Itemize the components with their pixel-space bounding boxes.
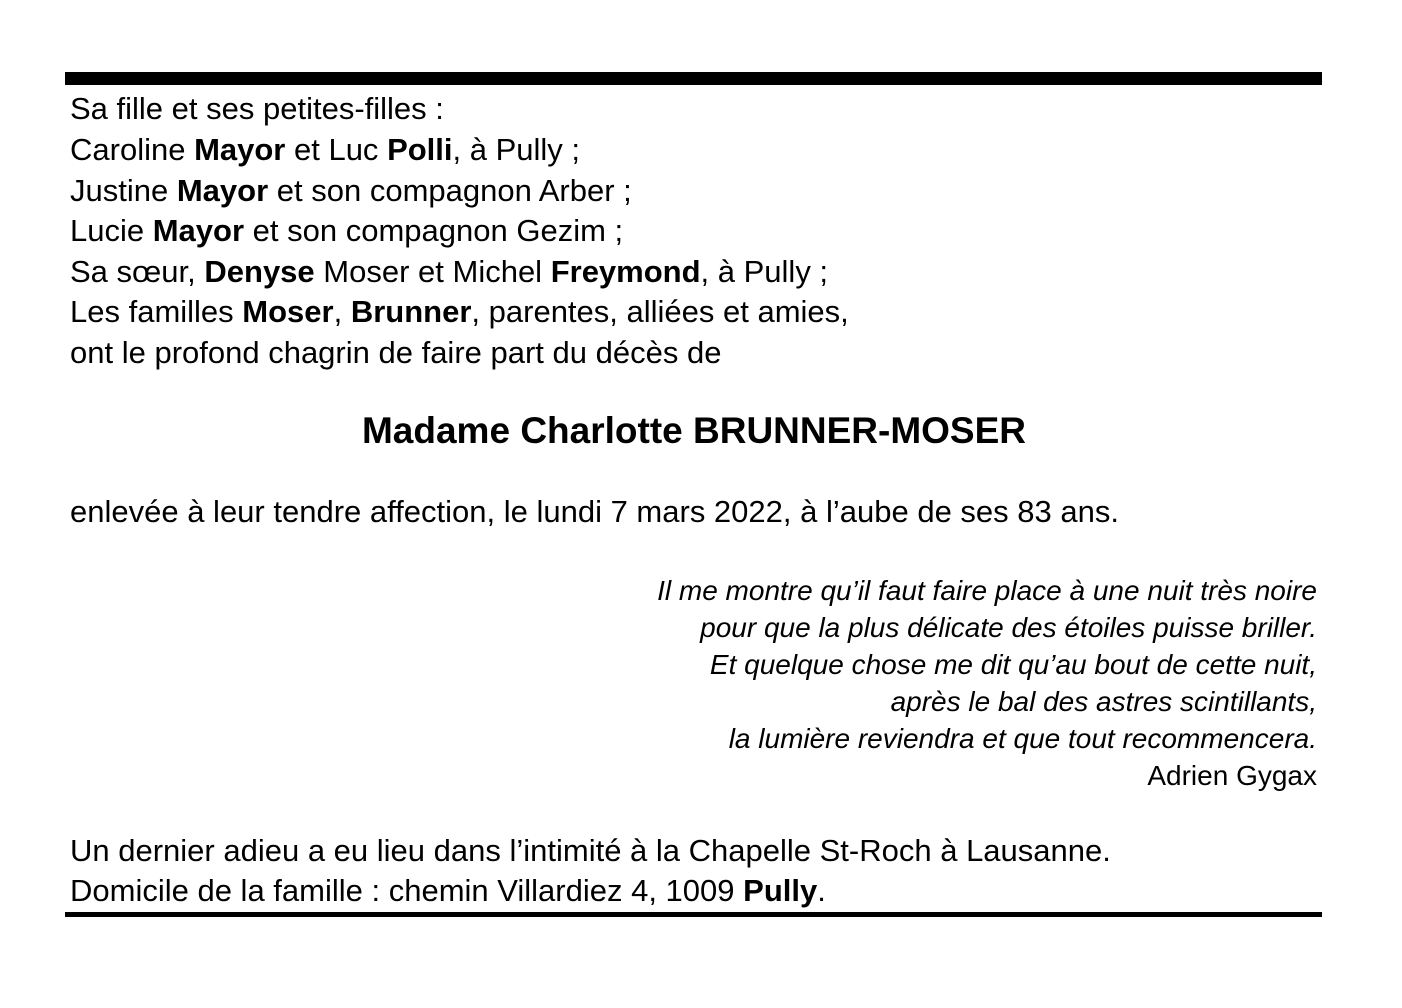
closing-line-1 <box>70 832 1111 870</box>
surname: Freymond <box>550 254 701 289</box>
address-text: Domicile de la famille : chemin Villardiez 4, 1009 <box>70 873 744 908</box>
location-text: , à Pully ; <box>452 132 581 167</box>
poem-line: Et quelque chose me dit qu’au bout de cette nuit, <box>709 649 1317 680</box>
death-notice-text: enlevée à leur tendre affection, le lundi 7 mars 2022, à l’aube de ses 83 ans. <box>70 494 1119 529</box>
top-divider <box>65 72 1322 85</box>
death-notice <box>70 493 1119 531</box>
intro-line-6 <box>70 293 849 331</box>
announcement-text: ont le profond chagrin de faire part du décès de <box>70 335 722 370</box>
closing-line-2 <box>70 872 826 910</box>
deceased-name: Madame Charlotte BRUNNER-MOSER <box>361 410 1026 451</box>
poem-line: après le bal des astres scintillants, <box>890 686 1317 717</box>
surname: Mayor <box>194 132 286 167</box>
bottom-divider <box>65 912 1322 917</box>
surname: Brunner <box>350 294 472 329</box>
companion-text: et son compagnon Arber ; <box>268 173 632 208</box>
surname: Moser <box>242 294 334 329</box>
poem-line: Il me montre qu’il faut faire place à une nuit très noire <box>657 575 1317 606</box>
surname: Mayor <box>176 173 269 208</box>
surname: Polli <box>387 132 453 167</box>
separator-text: , <box>333 294 351 329</box>
surname: Mayor <box>152 213 245 248</box>
intro-line-5 <box>70 253 828 291</box>
families-text: Les familles <box>70 294 243 329</box>
relation-text: Sa sœur, <box>70 254 205 289</box>
given-name: Lucie <box>70 213 153 248</box>
companion-text: et son compagnon Gezim ; <box>244 213 624 248</box>
intro-line-1 <box>70 90 444 128</box>
intro-line-4 <box>70 212 623 250</box>
town-name: Pully <box>743 873 818 908</box>
intro-text: Sa fille et ses petites-filles : <box>70 91 444 126</box>
intro-line-7 <box>70 334 721 372</box>
poem-line: la lumière reviendra et que tout recommencera. <box>728 723 1317 754</box>
connector-text: et Luc <box>285 132 388 167</box>
poem-author: Adrien Gygax <box>1147 760 1317 791</box>
period-text: . <box>817 873 826 908</box>
farewell-text: Un dernier adieu a eu lieu dans l’intimité à la Chapelle St-Roch à Lausanne. <box>70 833 1111 868</box>
poem-line: pour que la plus délicate des étoiles puisse briller. <box>700 612 1317 643</box>
given-name-bold: Denyse <box>204 254 315 289</box>
relatives-text: , parentes, alliées et amies, <box>471 294 849 329</box>
location-text: , à Pully ; <box>700 254 829 289</box>
intro-line-2 <box>70 131 580 169</box>
connector-text: Moser et Michel <box>314 254 551 289</box>
intro-line-3 <box>70 172 632 210</box>
given-name: Justine <box>70 173 177 208</box>
given-name: Caroline <box>70 132 195 167</box>
